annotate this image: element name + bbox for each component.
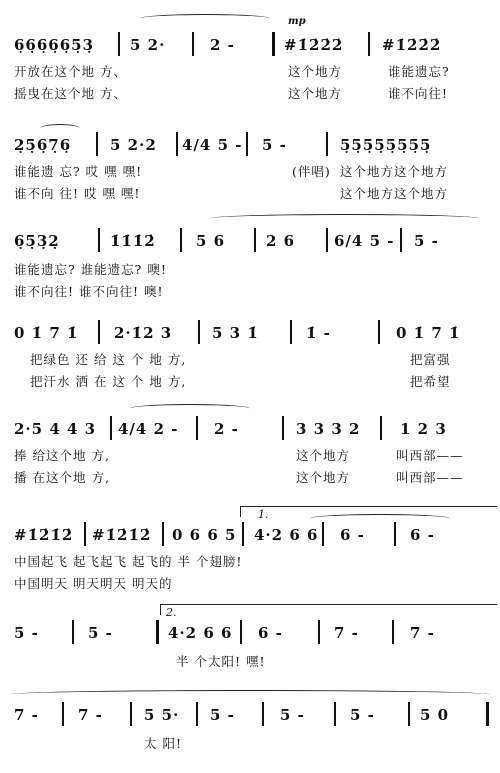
notation-line xyxy=(0,624,500,648)
barline xyxy=(394,522,396,546)
measure: 2·5 4 4 3 xyxy=(14,420,97,438)
barline xyxy=(392,620,394,644)
measure: 1̇ - xyxy=(306,324,331,342)
tie xyxy=(210,214,480,223)
measure: 2·1̇2 3 xyxy=(114,324,173,342)
barline xyxy=(130,702,132,726)
lyric: 太 阳! xyxy=(144,736,182,751)
barline xyxy=(72,620,74,644)
measure: 2 - xyxy=(214,420,239,438)
measure: 7 - xyxy=(78,706,103,724)
lyric: 中国起飞 起飞起飞 起飞的 半 个翅膀! xyxy=(14,554,243,569)
notation-line xyxy=(0,136,500,160)
measure: 6 - xyxy=(258,624,283,642)
measure: 5 - xyxy=(88,624,113,642)
measure: 5̣5̣5̣5̣5̣5̣5̣5̣ xyxy=(340,136,432,154)
barline xyxy=(118,32,120,56)
measure: 3 3 3 2 xyxy=(296,420,361,438)
tie xyxy=(10,690,490,699)
measure: 2 - xyxy=(210,36,235,54)
barline xyxy=(192,32,194,56)
measure: 5 - xyxy=(414,232,439,250)
barline xyxy=(400,228,402,252)
measure: 6 - xyxy=(410,526,435,544)
measure: 5 2· xyxy=(130,36,166,54)
volta-label: 1. xyxy=(258,508,269,521)
measure: 6/4 5 - xyxy=(334,232,395,250)
measure: #1̇2̇2̇2̇ xyxy=(382,36,442,54)
measure: 6̣5̣3̣2̣ xyxy=(14,232,60,250)
lyric: (伴唱) xyxy=(292,164,331,179)
measure: 4·2 6 6 xyxy=(168,624,233,642)
volta-bracket xyxy=(160,604,497,615)
measure: 5 - xyxy=(350,706,375,724)
measure: 7 - xyxy=(14,706,39,724)
notation-line xyxy=(0,324,500,348)
lyric: 摇曳在这个地 方、 xyxy=(14,86,127,101)
barline xyxy=(262,702,264,726)
measure: 0 1̇ 7 1̇ xyxy=(396,324,461,342)
lyric: 把汗水 洒 在 这 个 地 方, xyxy=(30,374,187,389)
lyric: 这个地方 xyxy=(296,448,351,463)
barline xyxy=(254,228,256,252)
measure: 6̣6̣6̣6̣6̣5̣3̣ xyxy=(14,36,95,54)
measure: 7 - xyxy=(334,624,359,642)
lyric: 开放在这个地 方、 xyxy=(14,64,127,79)
measure: 0 1̇ 7 1̇ xyxy=(14,324,79,342)
measure: 5 0 xyxy=(420,706,450,724)
measure: 4·2 6 6 xyxy=(254,526,319,544)
barline-double xyxy=(272,32,275,56)
notation-line xyxy=(0,232,500,256)
measure: 5 - xyxy=(14,624,39,642)
lyric: 这个地方这个地方 xyxy=(340,186,449,201)
barline xyxy=(326,228,328,252)
barline xyxy=(96,132,98,156)
barline xyxy=(408,702,410,726)
tie xyxy=(130,404,250,413)
barline xyxy=(110,416,112,440)
measure: 5 - xyxy=(280,706,305,724)
measure: 1̇1̇1̇2̇ xyxy=(110,232,156,250)
lyric: 这个地方这个地方 xyxy=(340,164,449,179)
measure: 4/4 2 - xyxy=(118,420,179,438)
barline xyxy=(380,416,382,440)
measure: 2̣5̣6̣7̣6̣ xyxy=(14,136,72,154)
final-barline xyxy=(486,702,489,726)
measure: 2 6 xyxy=(266,232,296,250)
barline xyxy=(322,522,324,546)
barline xyxy=(318,620,320,644)
notation-line xyxy=(0,706,500,730)
measure: 5 2·2 xyxy=(110,136,157,154)
barline xyxy=(162,522,164,546)
measure: 0 6 6 5 xyxy=(172,526,237,544)
dynamics-mark: mp xyxy=(288,16,306,27)
notation-line xyxy=(0,36,500,60)
barline xyxy=(282,416,284,440)
lyric: 谁不向往! 谁不向往! 噢! xyxy=(14,284,164,299)
lyric: 这个地方 xyxy=(296,470,351,485)
lyric: 叫西部—— xyxy=(396,448,464,463)
measure: 5 3 1̇ xyxy=(212,324,259,342)
lyric: 谁能遗 忘? 哎 嘿 嘿! xyxy=(14,164,143,179)
lyric: 中国明天 明天明天 明天的 xyxy=(14,576,173,591)
measure: 7 - xyxy=(410,624,435,642)
barline xyxy=(246,132,248,156)
notation-line xyxy=(0,526,500,550)
notation-line xyxy=(0,420,500,444)
barline xyxy=(198,320,200,344)
lyric: 谁不向往! xyxy=(388,86,449,101)
lyric: 把希望 xyxy=(410,374,451,389)
lyric: 谁不向 往! 哎 嘿 嘿! xyxy=(14,186,141,201)
barline xyxy=(98,320,100,344)
barline xyxy=(62,702,64,726)
slur xyxy=(310,514,450,523)
barline xyxy=(196,702,198,726)
measure: 4/4 5 - xyxy=(182,136,243,154)
barline xyxy=(196,416,198,440)
lyric: 把绿色 还 给 这 个 地 方, xyxy=(30,352,187,367)
lyric: 谁能遗忘? xyxy=(388,64,450,79)
barline xyxy=(326,132,328,156)
barline xyxy=(180,228,182,252)
measure: 1 2 3 xyxy=(400,420,447,438)
measure: 5 - xyxy=(210,706,235,724)
measure: 6 - xyxy=(340,526,365,544)
lyric: 叫西部—— xyxy=(396,470,464,485)
tie xyxy=(140,14,270,23)
measure: #1̇2̇1̇2̇ xyxy=(92,526,152,544)
barline xyxy=(98,228,100,252)
volta-label: 2. xyxy=(166,606,177,619)
measure: 5 - xyxy=(262,136,287,154)
barline xyxy=(242,522,244,546)
barline xyxy=(368,32,370,56)
barline xyxy=(84,522,86,546)
measure: #1̇2̇1̇2̇ xyxy=(14,526,74,544)
lyric: 谁能遗忘? 谁能遗忘? 噢! xyxy=(14,262,167,277)
measure: #1̇2̇2̇2̇ xyxy=(284,36,344,54)
barline xyxy=(240,620,242,644)
lyric: 捧 给这个地 方, xyxy=(14,448,110,463)
lyric: 这个地方 xyxy=(288,86,343,101)
lyric: 播 在这个地 方, xyxy=(14,470,110,485)
lyric: 半 个太阳! 嘿! xyxy=(176,654,266,669)
slur xyxy=(40,124,80,133)
barline xyxy=(290,320,292,344)
barline xyxy=(378,320,380,344)
lyric: 这个地方 xyxy=(288,64,343,79)
repeat-barline xyxy=(156,620,159,644)
measure: 5 6 xyxy=(196,232,226,250)
measure: 5 5· xyxy=(144,706,180,724)
barline xyxy=(334,702,336,726)
barline xyxy=(176,132,178,156)
lyric: 把富强 xyxy=(410,352,451,367)
